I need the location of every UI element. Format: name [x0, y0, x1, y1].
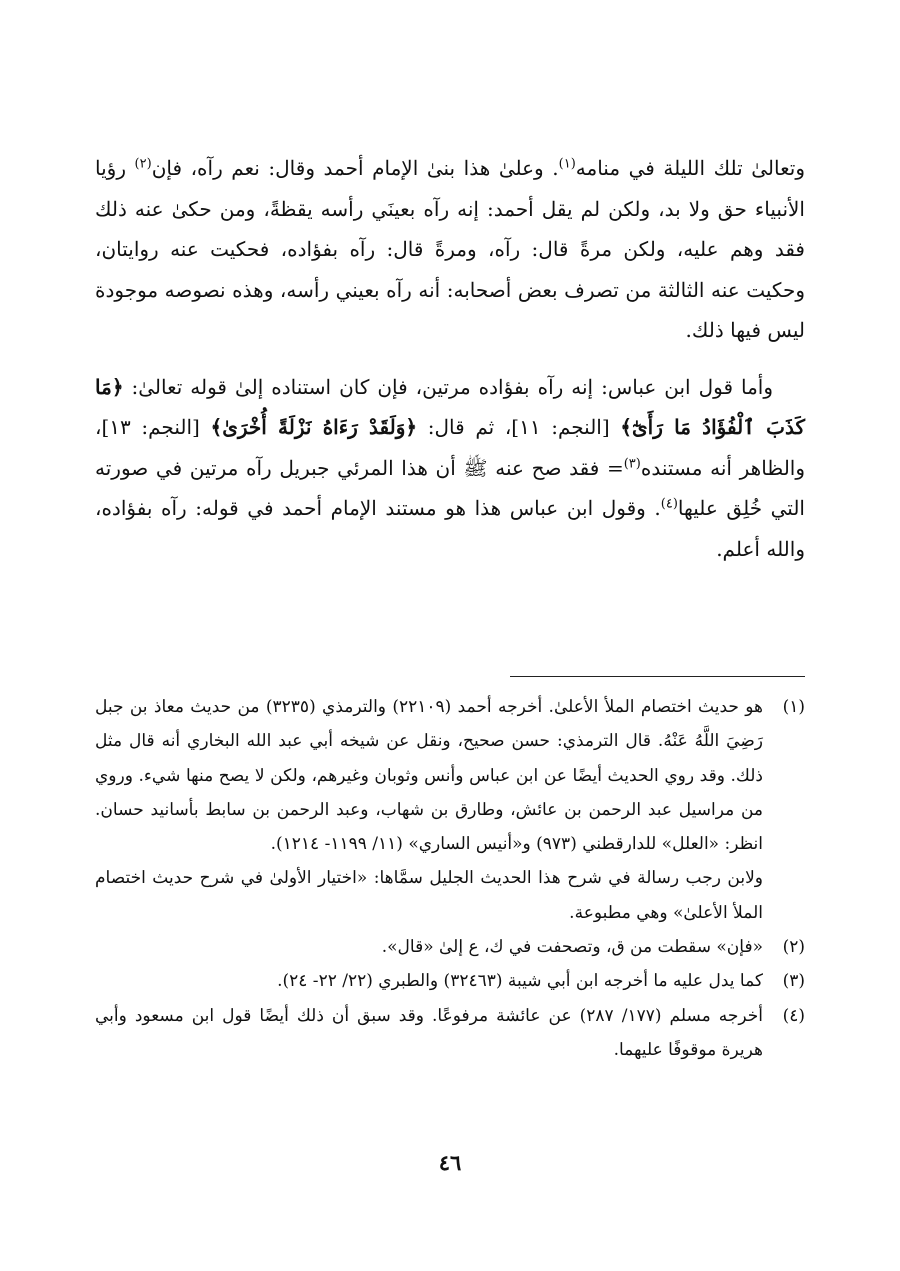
footnote-ref-2: (٢): [134, 156, 152, 172]
footnote-body: [95, 999, 763, 1068]
footnote-text: أخرجه مسلم (١٧٧/ ٢٨٧) عن عائشة مرفوعًا. وقد سبق أن ذلك أيضًا قول ابن مسعود وأبي هريرة موقوفًا عليهما.: [95, 1005, 763, 1060]
footnote-ref-4: (٤): [660, 496, 678, 512]
footnote-3: [95, 964, 805, 998]
paragraph-1: [95, 148, 805, 351]
footnote-separator: [510, 676, 805, 677]
paragraph-2-part-b: = فقد صح عنه ﷺ أن هذا المرئي جبريل رآه مرتين في صورته التي خُلِق عليها: [95, 455, 805, 520]
footnote-text: هو حديث اختصام الملأ الأعلىٰ. أخرجه أحمد (٢٢١٠٩) والترمذي (٣٢٣٥) من حديث معاذ بن جبل رَضِيَ اللَّهُ عَنْهُ. قال الترمذي: حسن صحيح، ونقل عن شيخه أبي عبد الله البخاري أنه قال مثل ذلك. وقد روي الحديث أيضًا عن ابن عباس وأنس وثوبان وغيرهم، ولكن لا يصح منها شيء. وروي من مراسيل عبد الرحمن بن عائش، وطارق بن شهاب، وعبد الرحمن بن سابط بأسانيد حسان. انظر: «العلل» للدارقطني (٩٧٣) و«أنيس الساري» (١١/ ١١٩٩- ١٢١٤).: [95, 697, 763, 855]
footnote-body: [95, 964, 763, 998]
paragraph-1-part-c: رؤيا الأنبياء حق ولا بد، ولكن لم يقل أحمد: إنه رآه بعينَي رأسه يقظةً، ومن حكىٰ عنه ذلك فقد وهم عليه، ولكن مرةً قال: رآه، ومرةً قال: رآه بفؤاده، فحكيت عنه روايتان، وحكيت عنه الثالثة من تصرف بعض أصحابه: أنه رآه بعيني رأسه، وهذه نصوصه موجودة ليس فيها ذلك.: [95, 156, 805, 342]
footnote-text: «فإن» سقطت من ق، وتصحفت في ك، ع إلىٰ «قال».: [381, 937, 763, 958]
quran-bracket-open-1: ﴿: [111, 374, 124, 399]
quran-verse-2: وَلَقَدْ رَءَاهُ نَزْلَةً أُخْرَىٰ: [222, 415, 406, 439]
footnote-number: (٣): [782, 971, 805, 992]
footnote-1: [95, 690, 805, 930]
verse-citation-1: [النجم: ١١]، ثم قال:: [417, 415, 621, 439]
paragraph-1-part-a: وتعالىٰ تلك الليلة في منامه: [575, 156, 805, 180]
quran-bracket-close-2: ﴾: [210, 415, 223, 439]
footnote-body: [95, 690, 763, 930]
paragraph-2-part-a: وأما قول ابن عباس: إنه رآه بفؤاده مرتين، فإن كان استناده إلىٰ قوله تعالىٰ:: [123, 374, 773, 399]
main-text: [95, 148, 805, 585]
footnote-2: [95, 930, 805, 964]
page-number: ٤٦: [438, 1150, 462, 1175]
footnote-text: كما يدل عليه ما أخرجه ابن أبي شيبة (٣٢٤٦٣) والطبري (٢٢/ ٢٢- ٢٤).: [277, 971, 763, 992]
quran-bracket-open-2: ﴿: [405, 415, 418, 439]
footnote-ref-3: (٣): [623, 455, 641, 471]
footnote-body: [95, 930, 763, 964]
footnote-number: (٤): [782, 1005, 805, 1026]
verse-citation-2: [النجم: ١٣]، والظاهر أنه مستنده: [95, 415, 805, 480]
paragraph-2-part-c: . وقول ابن عباس هذا هو مستند الإمام أحمد في قوله: رآه بفؤاده، والله أعلم.: [95, 496, 805, 561]
quran-bracket-close-1: ﴾: [620, 415, 633, 439]
footnotes: [95, 690, 805, 1067]
paragraph-2: [95, 367, 805, 570]
footnote-number: (١): [782, 697, 805, 717]
footnote-ref-1: (١): [558, 156, 576, 172]
paragraph-1-part-b: . وعلىٰ هذا بنىٰ الإمام أحمد وقال: نعم رآه، فإن: [151, 156, 559, 180]
footnote-text: ولابن رجب رسالة في شرح هذا الحديث الجليل سمَّاها: «اختيار الأولىٰ في شرح حديث اختصام الملأ الأعلىٰ» وهي مطبوعة.: [95, 868, 763, 923]
footnote-number: (٢): [782, 937, 805, 958]
footnote-4: [95, 999, 805, 1068]
quran-verse-1: مَا كَذَبَ ٱلْفُؤَادُ مَا رَأَىٰٓ: [95, 374, 805, 439]
